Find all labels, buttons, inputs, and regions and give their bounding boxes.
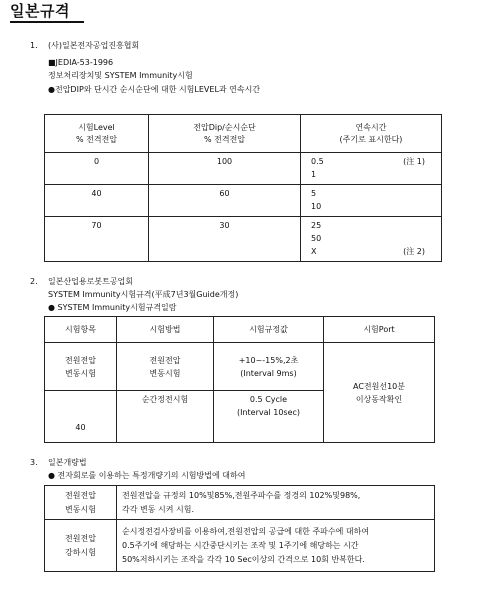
table-row (45, 486, 435, 520)
header-test-level: 시험Level % 전격전압 (45, 115, 149, 153)
dip-cell: 30 (149, 217, 301, 262)
section-1-number: 1. (30, 41, 38, 50)
table-row (45, 520, 435, 572)
duration-cell: 25 50 X (注 2) (301, 217, 442, 262)
section-1-line-4: ●전압DIP와 단시간 순시순단에 대한 시험LEVEL과 연속시간 (48, 85, 261, 94)
item-cell: 전원전압 변동시험 (45, 343, 117, 391)
section-2-line-3: ● SYSTEM Immunity시험규격일람 (48, 303, 177, 312)
section-2-number: 2. (30, 277, 38, 286)
header-test-port: 시험Port (324, 317, 435, 343)
page-title: 일본규격 (10, 2, 70, 20)
level-cell: 0 (45, 153, 149, 185)
duration-cell: 5 10 (301, 185, 442, 217)
text-cell: 순시정전검사장비를 이용하여,전원전압의 공급에 대한 주파수에 대하여 0.5주기에 해당하는 시간중단시키는 조작 및 1주기에 해당하는 시간 50%저하시키는 조작을 각각 10 Sec이상의 간격으로 10회 반복한다. (117, 520, 435, 572)
dip-level-table (44, 114, 442, 262)
header-test-method: 시험방법 (117, 317, 214, 343)
level-cell: 40 (45, 185, 149, 217)
table-row (45, 217, 442, 262)
header-test-item: 시험항목 (45, 317, 117, 343)
section-1-line-2: ■JEDIA-53-1996 (48, 58, 114, 67)
section-1-line-1: (사)일본전자공업진흥협회 (48, 41, 140, 50)
section-3-number: 3. (30, 458, 38, 467)
section-2-line-1: 일본산업용로봇트공업회 (48, 277, 134, 286)
value-cell: 0.5 Cycle (Interval 10sec) (214, 391, 324, 443)
dip-cell: 60 (149, 185, 301, 217)
header-dip: 전압Dip/순시순단 % 전격전압 (149, 115, 301, 153)
section-1-line-3: 정보처리장치및 SYSTEM Immunity시험 (48, 71, 193, 80)
table-row (45, 343, 435, 391)
dip-cell: 100 (149, 153, 301, 185)
method-cell: 순간정전시험 (117, 391, 214, 443)
header-test-value: 시험규정값 (214, 317, 324, 343)
method-cell: 전원전압 변동시험 (117, 343, 214, 391)
improvement-table (44, 485, 435, 572)
section-3-line-2: ● 전자회로를 이용하는 특정개량기의 시험방법에 대하여 (48, 471, 246, 480)
text-cell: 전원전압을 규정의 10%및85%,전원주파수를 정경의 102%및98%, 각각 변동 시켜 시험. (117, 486, 435, 520)
immunity-table (44, 316, 435, 443)
level-cell: 70 (45, 217, 149, 262)
section-2-line-2: SYSTEM Immunity시험규격(平成7년3월Guide개정) (48, 290, 239, 299)
header-duration: 연속시간 (주기로 표시한다) (301, 115, 442, 153)
table-row (45, 185, 442, 217)
table-row (45, 153, 442, 185)
value-cell: +10~-15%,2초 (Interval 9ms) (214, 343, 324, 391)
section-3-line-1: 일본개량법 (48, 458, 87, 467)
title-underline (10, 21, 84, 23)
port-cell: AC전원선10분 이상동작확인 (324, 343, 435, 443)
duration-cell: 0.5 (注 1) 1 (301, 153, 442, 185)
label-cell: 전원전압 변동시험 (45, 486, 117, 520)
label-cell: 전원전압 강하시험 (45, 520, 117, 572)
item-cell: 40 (45, 391, 117, 443)
